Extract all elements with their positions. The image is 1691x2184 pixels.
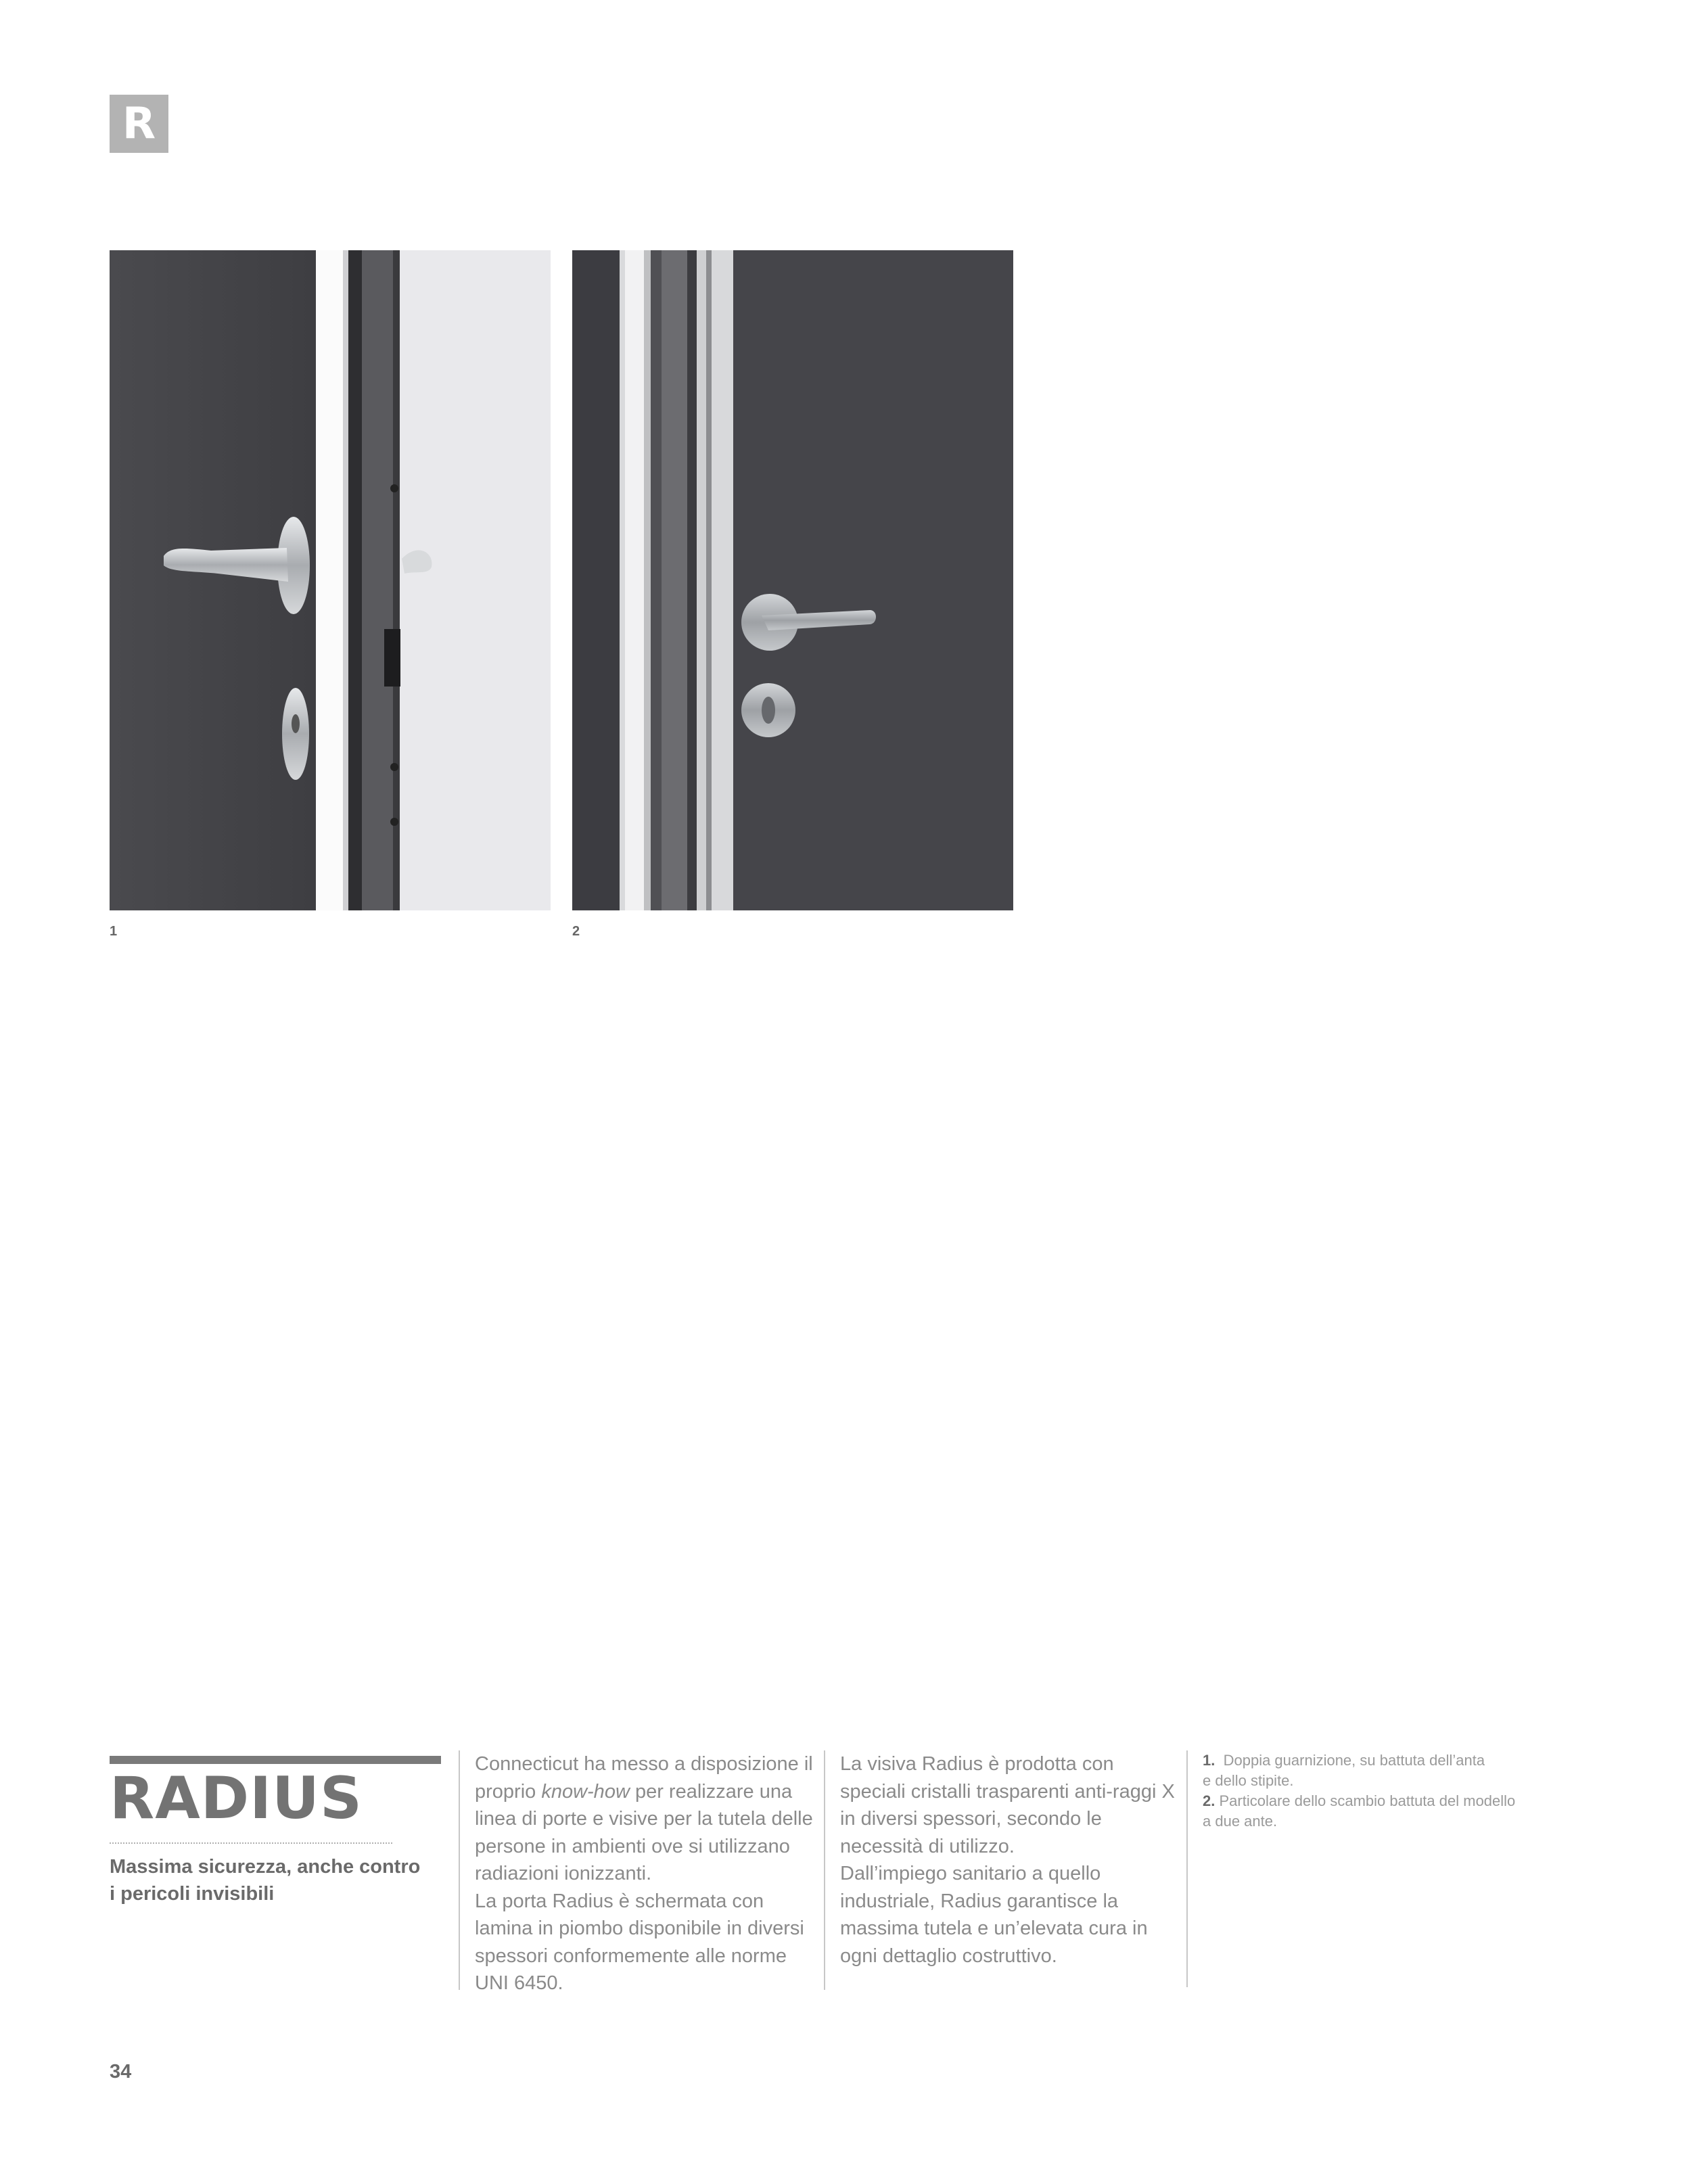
page-number: 34	[110, 2061, 132, 2083]
body-column-1	[459, 1750, 814, 1994]
know-how-emphasis: know-how	[541, 1780, 630, 1803]
photo-1-caption-number: 1	[110, 924, 118, 939]
photo-note-2: 2. Particolare dello scambio battuta del modello a due ante.	[1203, 1792, 1516, 1830]
product-subtitle	[110, 1853, 427, 1907]
body-paragraph: La porta Radius è schermata con lamina in piombo disponibile in diversi spessori conformemente alle norme UNI 6450.	[475, 1890, 804, 1994]
body-paragraph: La visiva Radius è prodotta con speciali cristalli trasparenti anti-raggi X in diversi spessori, secondo le necessità di utilizzo.	[840, 1753, 1175, 1857]
door-handle-edge-photo	[110, 250, 551, 910]
door-handle-frame-photo	[572, 250, 1013, 910]
body-column-2	[824, 1750, 1182, 1990]
photo-note-1: 1. Doppia guarnizione, su battuta dell’anta e dello stipite.	[1203, 1752, 1485, 1789]
dotted-divider	[110, 1842, 392, 1844]
body-paragraph: Dall’impiego sanitario a quello industriale, Radius garantisce la massima tutela e un’elevata cura in ogni dettaglio costruttivo.	[840, 1863, 1148, 1967]
photo-notes-column	[1186, 1750, 1565, 1987]
photo-double-door-rebate	[572, 250, 1013, 910]
photo-door-edge-double-seal	[110, 250, 551, 910]
photo-2-caption-number: 2	[572, 924, 580, 939]
subtitle-line-2: i pericoli invisibili	[110, 1883, 275, 1905]
brand-logo: R	[110, 95, 168, 153]
product-title: RADIUS	[110, 1765, 363, 1832]
body-paragraph: Connecticut ha messo a disposizione il proprio know-how per realizzare una linea di porte e visive per la tutela delle persone in ambienti ove si utilizzano radiazioni ionizzanti.	[475, 1753, 813, 1884]
subtitle-line-1: Massima sicurezza, anche contro	[110, 1856, 421, 1878]
title-rule	[110, 1756, 441, 1764]
